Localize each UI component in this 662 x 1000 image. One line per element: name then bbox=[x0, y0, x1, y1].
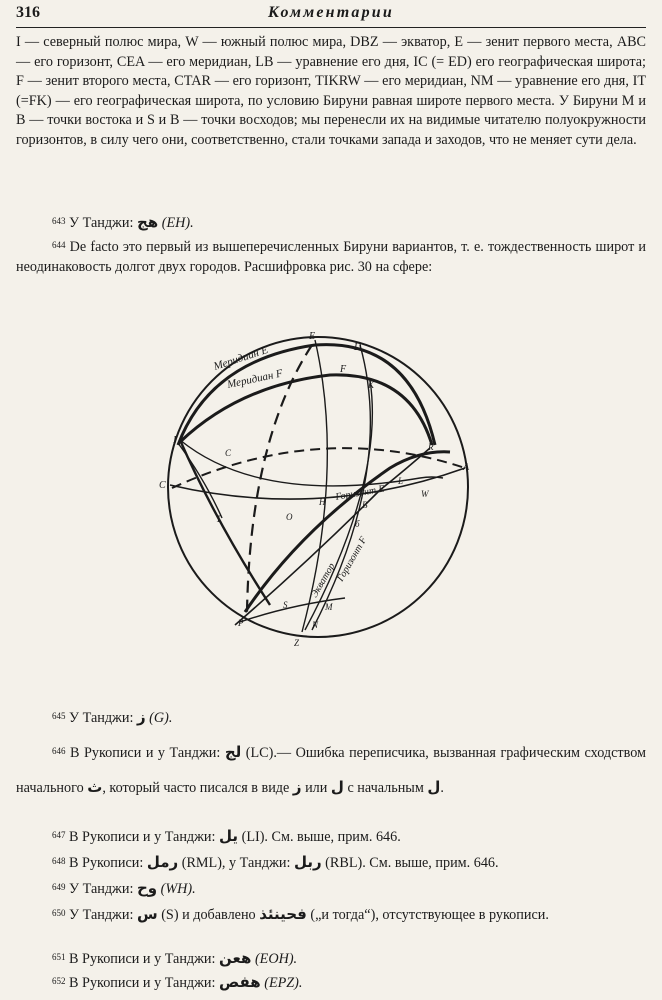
note-text: У Танджи: bbox=[69, 881, 137, 897]
note-text: с начальным bbox=[343, 780, 428, 796]
arabic-word: وح bbox=[136, 879, 158, 897]
note-text: De facto это первый из вышеперечисленных Бируни вариантов, т. е. тождественность широт и неодинаковость долгот двух городов. Расшифровка рис. 30 на сфере: bbox=[16, 239, 647, 275]
running-head: Комментарии bbox=[268, 4, 394, 21]
note-text: В Рукописи: bbox=[69, 855, 147, 871]
point-c-left: C bbox=[159, 480, 166, 491]
note-number: 646 bbox=[52, 746, 66, 756]
note-text: („и тогда“), отсутствующее в рукописи. bbox=[306, 907, 549, 923]
note-number: 649 bbox=[52, 882, 66, 892]
footnote-646 bbox=[16, 734, 646, 805]
point-k: K bbox=[368, 380, 375, 390]
point-r: R bbox=[428, 442, 434, 452]
arabic-word: لج bbox=[224, 743, 242, 761]
arabic-word: رمل bbox=[146, 853, 179, 871]
note-number: 650 bbox=[52, 908, 66, 918]
page-number: 316 bbox=[16, 4, 40, 21]
note-text: (LI). См. выше, прим. 646. bbox=[238, 829, 401, 845]
note-text: (RML), у Танджи: bbox=[178, 855, 294, 871]
point-c-inner: C bbox=[225, 448, 232, 458]
note-text: (EH). bbox=[158, 215, 194, 231]
note-text: В Рукописи и у Танджи: bbox=[69, 951, 220, 967]
footnote-649 bbox=[16, 878, 662, 899]
point-h: H bbox=[319, 497, 326, 507]
arabic-letter: ث bbox=[87, 778, 103, 796]
note-text: или bbox=[301, 780, 331, 796]
horizon-f-line bbox=[235, 448, 430, 625]
note-text: (S) и добавлено bbox=[157, 907, 260, 923]
point-n: N bbox=[312, 620, 319, 630]
point-l: L bbox=[398, 476, 404, 486]
arabic-word: ز bbox=[136, 708, 146, 726]
footnote-652 bbox=[16, 972, 662, 993]
intro-paragraph: I — северный полюс мира, W — южный полюс мира, DBZ — экватор, E — зенит первого места, ABC — его горизонт, CEA — его меридиан, LB — уравнение его дня, IC (= ED) его географическая широта; F — зенит второго места, CTAR — его горизонт, TIKRW — его меридиан, NM — уравнение его дня, IT (=FK) — его географическая широта, по условию Бируни равная широте первого места. У Бируни M и B — точки востока и S и B — точки восходов; мы перенесли их на видимые читателю полуокружности горизонтов, в силу чего они, соответственно, стали точками запада и заходов, что не меняет сути дела. bbox=[16, 34, 646, 148]
footnote-645 bbox=[16, 707, 662, 728]
arabic-word: ربل bbox=[293, 853, 322, 871]
arabic-word: هعن bbox=[219, 949, 252, 967]
note-text: В Рукописи и у Танджи: bbox=[70, 745, 225, 761]
point-b-small: б bbox=[355, 519, 360, 529]
point-s: S bbox=[283, 600, 288, 610]
note-number: 648 bbox=[52, 856, 66, 866]
circle-i-w bbox=[180, 440, 443, 486]
note-text: У Танджи: bbox=[69, 907, 137, 923]
arabic-word: فحينئذ bbox=[259, 905, 307, 923]
point-t: T bbox=[216, 514, 222, 524]
label-equator: Экватор bbox=[309, 561, 338, 600]
point-f: F bbox=[340, 364, 347, 375]
footnote-651 bbox=[16, 948, 662, 969]
arabic-word: هج bbox=[136, 213, 159, 231]
point-w: W bbox=[421, 489, 429, 499]
label-meridian-e: Меридиан E bbox=[212, 344, 270, 373]
point-e: E bbox=[309, 331, 316, 342]
arabic-word: يل bbox=[219, 827, 239, 845]
footnote-648 bbox=[16, 852, 662, 873]
point-b: B bbox=[362, 500, 368, 510]
point-d: D bbox=[354, 342, 362, 353]
note-text: , который часто писался в виде bbox=[102, 780, 293, 796]
note-number: 652 bbox=[52, 976, 66, 986]
note-text: (WH). bbox=[157, 881, 196, 897]
note-text: В Рукописи и у Танджи: bbox=[69, 829, 220, 845]
arabic-letter: ل bbox=[427, 778, 441, 796]
note-number: 647 bbox=[52, 830, 66, 840]
arabic-word: س bbox=[136, 905, 158, 923]
note-number: 643 bbox=[52, 216, 66, 226]
point-o: O bbox=[286, 512, 293, 522]
arabic-word: هفص bbox=[219, 973, 261, 991]
note-number: 644 bbox=[52, 240, 66, 250]
note-text: (RBL). См. выше, прим. 646. bbox=[321, 855, 499, 871]
label-horizon-f: Горизонт F bbox=[335, 534, 370, 584]
note-text: В Рукописи и у Танджи: bbox=[69, 975, 220, 991]
note-number: 651 bbox=[52, 952, 66, 962]
note-number: 645 bbox=[52, 711, 66, 721]
note-text: (EPZ). bbox=[260, 975, 303, 991]
label-horizon-e: Горизонт E bbox=[334, 483, 386, 503]
note-text: . bbox=[440, 780, 444, 796]
footnote-650 bbox=[16, 904, 646, 925]
point-m: M bbox=[325, 602, 333, 612]
note-text: (EOH). bbox=[251, 951, 298, 967]
footnote-647 bbox=[16, 826, 662, 847]
arabic-letter: ز bbox=[292, 778, 302, 796]
point-z: Z bbox=[294, 638, 300, 648]
note-text: У Танджи: bbox=[69, 710, 137, 726]
note-text: (G). bbox=[145, 710, 173, 726]
label-meridian-f: Меридиан F bbox=[226, 367, 284, 391]
note-text: У Танджи: bbox=[69, 215, 137, 231]
point-p: P bbox=[238, 618, 244, 628]
arabic-letter: ل bbox=[330, 778, 344, 796]
point-i: I bbox=[173, 435, 177, 446]
point-a: A bbox=[463, 462, 470, 473]
note-text: (LC).— Ошибка переписчика, вызванная графическим сходством начального bbox=[16, 745, 646, 796]
